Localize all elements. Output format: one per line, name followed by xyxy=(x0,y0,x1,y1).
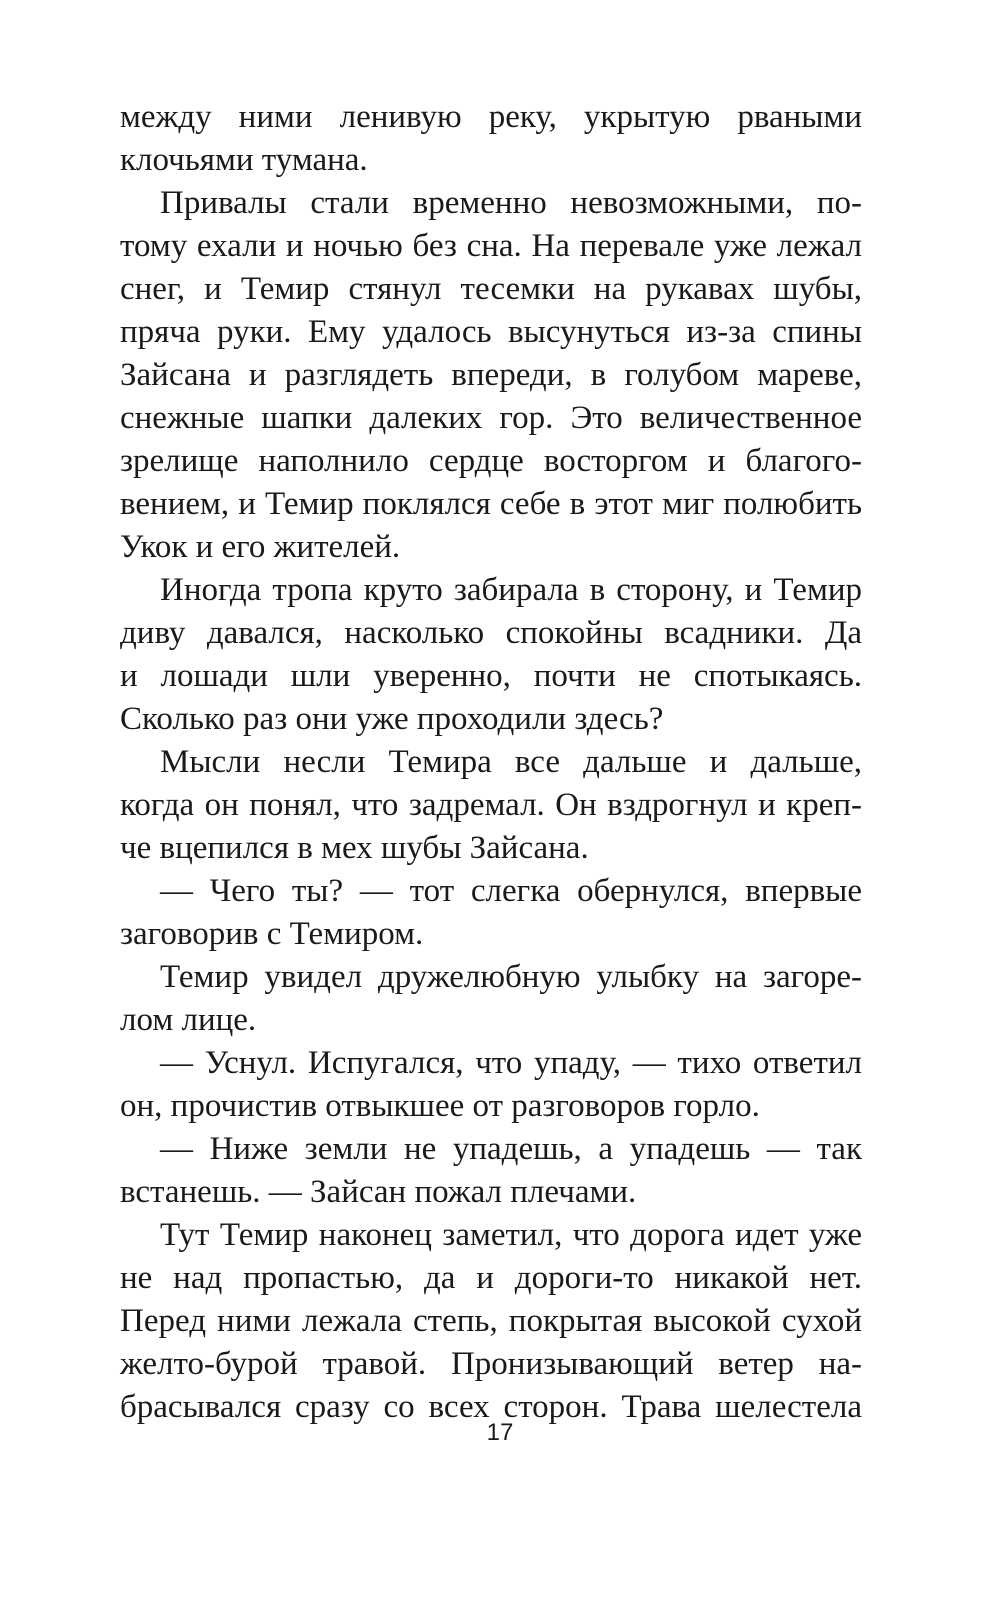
text-line: пряча руки. Ему удалось высунуться из-за спины xyxy=(120,314,862,350)
text-line: брасывался сразу со всех сторон. Трава шелестела xyxy=(120,1389,862,1425)
text-line: Зайсана и разглядеть впереди, в голубом мареве, xyxy=(120,357,862,393)
text-line: клочьями тумана. xyxy=(120,142,368,178)
text-line: тому ехали и ночью без сна. На перевале уже лежал xyxy=(120,228,862,264)
text-line: снежные шапки далеких гор. Это величественное xyxy=(120,400,862,436)
text-line: встанешь. — Зайсан пожал плечами. xyxy=(120,1174,637,1210)
text-line: Темир увидел дружелюбную улыбку на загоре- xyxy=(160,959,862,995)
text-line: снег, и Темир стянул тесемки на рукавах шубы, xyxy=(120,271,862,307)
text-line: когда он понял, что задремал. Он вздрогнул и креп- xyxy=(120,787,862,823)
text-line: заговорив с Темиром. xyxy=(120,916,424,952)
text-line: Привалы стали временно невозможными, по- xyxy=(160,185,862,221)
text-line: Сколько раз они уже проходили здесь? xyxy=(120,701,664,737)
text-line: че вцепился в мех шубы Зайсана. xyxy=(120,830,589,866)
page-number: 17 xyxy=(486,1419,514,1446)
text-line: и лошади шли уверенно, почти не спотыкаясь. xyxy=(120,658,862,694)
text-line: Укок и его жителей. xyxy=(120,529,401,565)
text-line: Иногда тропа круто забирала в сторону, и Темир xyxy=(160,572,862,608)
text-line: Мысли несли Темира все дальше и дальше, xyxy=(160,744,862,780)
text-line: он, прочистив отвыкшее от разговоров горло. xyxy=(120,1088,760,1124)
text-line: — Чего ты? — тот слегка обернулся, впервые xyxy=(160,873,862,909)
text-line: не над пропастью, да и дороги-то никакой нет. xyxy=(120,1260,862,1296)
text-line: между ними ленивую реку, укрытую рваными xyxy=(120,99,862,135)
text-line: диву давался, насколько спокойны всадники. Да xyxy=(120,615,862,651)
text-line: — Уснул. Испугался, что упаду, — тихо ответил xyxy=(160,1045,862,1081)
text-line: Перед ними лежала степь, покрытая высокой сухой xyxy=(120,1303,862,1339)
body-text xyxy=(120,96,862,1429)
text-line: желто-бурой травой. Пронизывающий ветер на- xyxy=(120,1346,862,1382)
text-line: зрелище наполнило сердце восторгом и благого- xyxy=(120,443,862,479)
text-line: лом лице. xyxy=(120,1002,257,1038)
text-line: вением, и Темир поклялся себе в этот миг полюбить xyxy=(120,486,862,522)
text-line: Тут Темир наконец заметил, что дорога идет уже xyxy=(160,1217,862,1253)
text-line: — Ниже земли не упадешь, а упадешь — так xyxy=(160,1131,862,1167)
